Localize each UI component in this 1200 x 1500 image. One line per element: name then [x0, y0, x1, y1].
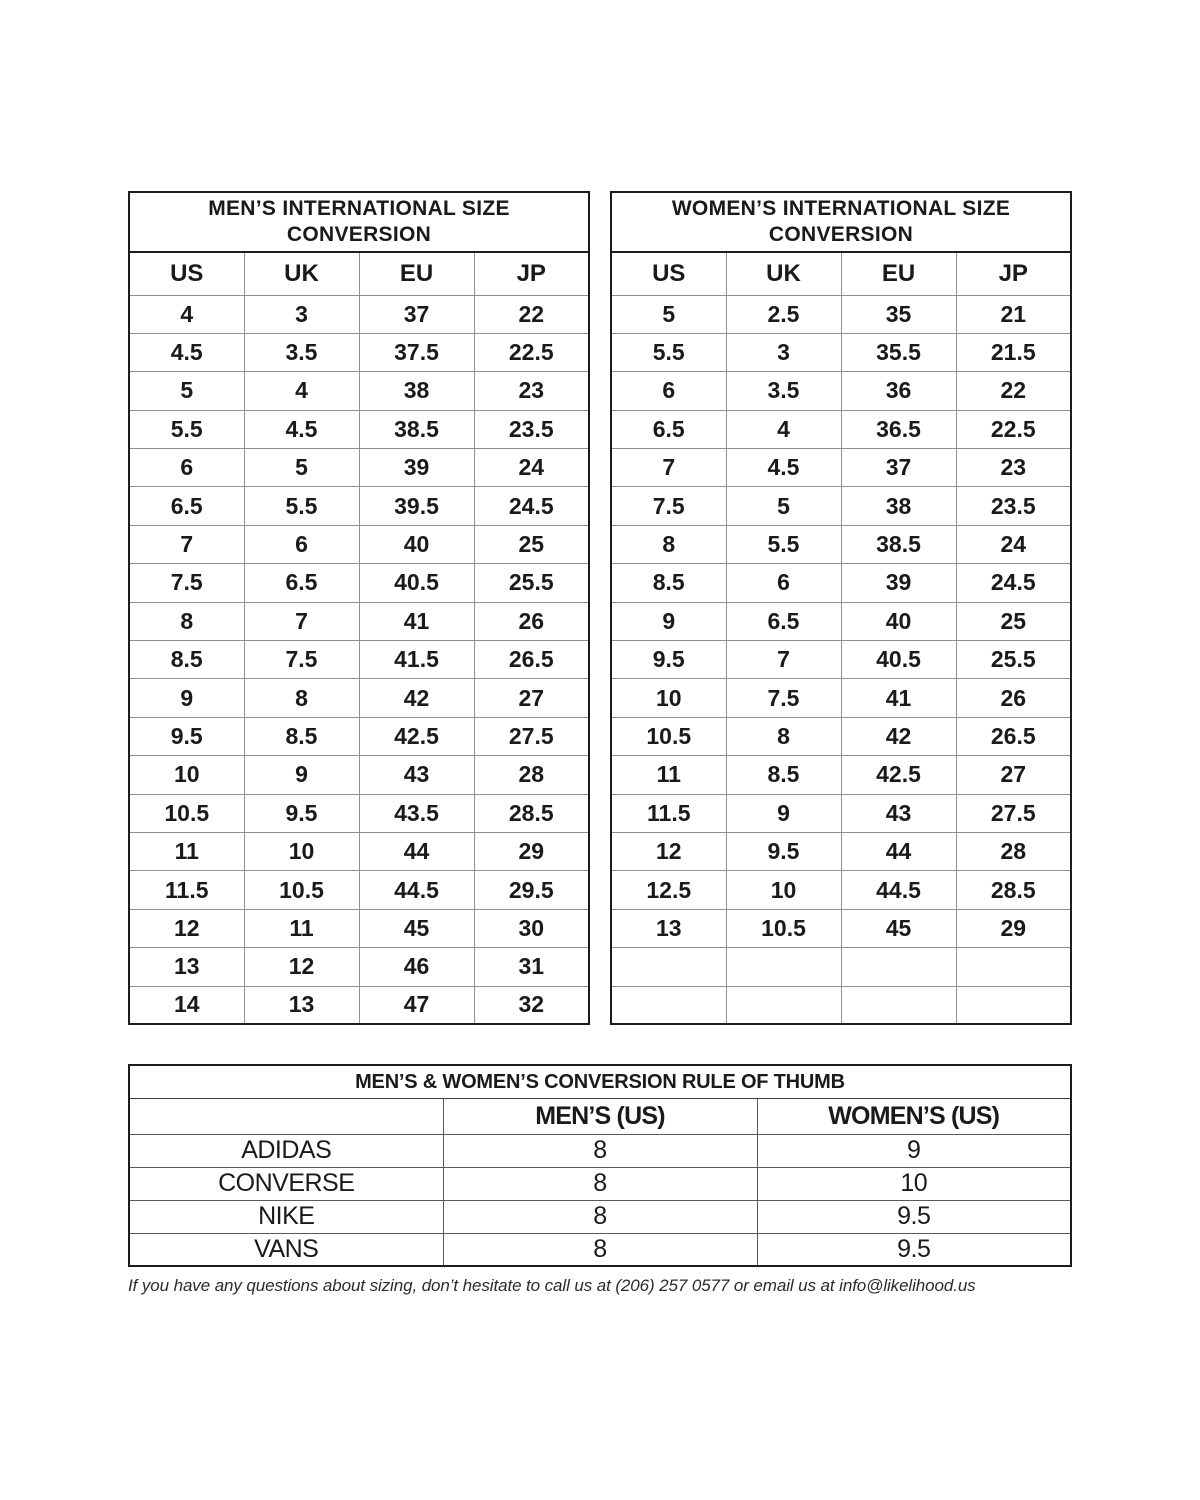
table-cell: 4.5 [129, 333, 244, 371]
table-row [611, 909, 1071, 947]
table-cell: 28 [474, 756, 589, 794]
table-row [611, 602, 1071, 640]
table-cell [841, 986, 956, 1024]
table-cell: 8 [611, 525, 726, 563]
mens-size-table [128, 191, 590, 1025]
table-cell: 37 [359, 295, 474, 333]
table-row [611, 487, 1071, 525]
table-cell: 9.5 [757, 1233, 1071, 1266]
column-header [129, 1098, 443, 1134]
table-row [611, 333, 1071, 371]
table-cell: 40 [841, 602, 956, 640]
rule-of-thumb-table [128, 1064, 1072, 1267]
womens-size-table [610, 191, 1072, 1025]
table-cell: 35 [841, 295, 956, 333]
table-cell: 8 [443, 1167, 757, 1200]
table-cell: 37 [841, 449, 956, 487]
table-cell: 24 [956, 525, 1071, 563]
table-cell: 41.5 [359, 641, 474, 679]
table-cell: 40.5 [841, 641, 956, 679]
table-cell: 6 [726, 564, 841, 602]
table-cell: 43.5 [359, 794, 474, 832]
table-cell: 6.5 [244, 564, 359, 602]
table-cell: 43 [359, 756, 474, 794]
table-cell: 35.5 [841, 333, 956, 371]
table-cell: 42 [841, 717, 956, 755]
table-row [129, 564, 589, 602]
table-cell: 5.5 [611, 333, 726, 371]
table-row [611, 832, 1071, 870]
table-cell: 9.5 [129, 717, 244, 755]
table-cell: 6.5 [611, 410, 726, 448]
table-cell: 9 [244, 756, 359, 794]
table-cell: 7 [611, 449, 726, 487]
table-cell: 21.5 [956, 333, 1071, 371]
table-cell: 25 [956, 602, 1071, 640]
table-cell: 42 [359, 679, 474, 717]
table-row [129, 1233, 1071, 1266]
table-cell: 7.5 [611, 487, 726, 525]
table-cell: 11.5 [611, 794, 726, 832]
column-header: JP [474, 252, 589, 295]
table-cell: 21 [956, 295, 1071, 333]
table-cell: 4 [129, 295, 244, 333]
table-cell: 27.5 [956, 794, 1071, 832]
table-row [611, 948, 1071, 986]
mens-table-body [129, 295, 589, 1024]
table-cell: 28.5 [956, 871, 1071, 909]
table-cell: 3.5 [244, 333, 359, 371]
table-cell: 14 [129, 986, 244, 1024]
table-cell: 38 [359, 372, 474, 410]
table-cell: 8.5 [129, 641, 244, 679]
table-cell: 4 [244, 372, 359, 410]
table-row [129, 333, 589, 371]
table-cell: 5.5 [726, 525, 841, 563]
table-row [611, 679, 1071, 717]
table-cell: 25.5 [956, 641, 1071, 679]
table-row [129, 449, 589, 487]
table-row [611, 372, 1071, 410]
table-row [129, 295, 589, 333]
table-cell: 26 [956, 679, 1071, 717]
table-row [611, 986, 1071, 1024]
table-cell: 23 [956, 449, 1071, 487]
column-header: US [129, 252, 244, 295]
column-header: WOMEN’S (US) [757, 1098, 1071, 1134]
table-row [129, 717, 589, 755]
table-cell: 44 [841, 832, 956, 870]
table-cell: 42.5 [841, 756, 956, 794]
womens-table-header-row [611, 252, 1071, 295]
table-cell: 10 [611, 679, 726, 717]
footer-note: If you have any questions about sizing, don’t hesitate to call us at (206) 257 0577 or email us at info@likelihood.us [128, 1276, 976, 1296]
table-cell: 8.5 [244, 717, 359, 755]
table-cell: 10 [244, 832, 359, 870]
table-cell: 24.5 [956, 564, 1071, 602]
table-cell: 22.5 [474, 333, 589, 371]
table-cell: 9.5 [611, 641, 726, 679]
table-row [129, 410, 589, 448]
table-cell: 44.5 [841, 871, 956, 909]
table-cell: 8 [726, 717, 841, 755]
table-cell: 41 [359, 602, 474, 640]
table-cell: 4 [726, 410, 841, 448]
womens-table-body [611, 295, 1071, 1024]
table-cell: 25 [474, 525, 589, 563]
table-cell: 8 [443, 1200, 757, 1233]
table-cell: 10.5 [244, 871, 359, 909]
table-cell: 28.5 [474, 794, 589, 832]
table-row [129, 372, 589, 410]
table-row [611, 717, 1071, 755]
table-cell: 5 [726, 487, 841, 525]
table-cell: 6 [611, 372, 726, 410]
table-cell: 38.5 [359, 410, 474, 448]
table-cell: 13 [244, 986, 359, 1024]
table-row [129, 794, 589, 832]
table-cell: 25.5 [474, 564, 589, 602]
rule-of-thumb-header-row [129, 1098, 1071, 1134]
table-row [611, 756, 1071, 794]
table-cell: 23.5 [474, 410, 589, 448]
table-cell: 3.5 [726, 372, 841, 410]
table-cell: 41 [841, 679, 956, 717]
table-cell: 30 [474, 909, 589, 947]
table-cell: 26.5 [956, 717, 1071, 755]
table-cell: 22 [474, 295, 589, 333]
table-cell: 9.5 [757, 1200, 1071, 1233]
column-header: JP [956, 252, 1071, 295]
table-cell: 3 [726, 333, 841, 371]
table-cell: 6 [129, 449, 244, 487]
column-header: UK [244, 252, 359, 295]
table-cell: 40.5 [359, 564, 474, 602]
column-header: EU [359, 252, 474, 295]
table-cell: 38.5 [841, 525, 956, 563]
table-cell: 39.5 [359, 487, 474, 525]
table-cell: 36 [841, 372, 956, 410]
column-header: MEN’S (US) [443, 1098, 757, 1134]
rule-of-thumb-title: MEN’S & WOMEN’S CONVERSION RULE OF THUMB [129, 1065, 1071, 1098]
table-cell: 29 [956, 909, 1071, 947]
table-cell: 7.5 [244, 641, 359, 679]
table-row [129, 832, 589, 870]
table-row [129, 871, 589, 909]
table-cell [956, 986, 1071, 1024]
table-cell: 5 [129, 372, 244, 410]
table-cell: 22.5 [956, 410, 1071, 448]
table-cell: 45 [359, 909, 474, 947]
table-cell: 46 [359, 948, 474, 986]
table-cell: 36.5 [841, 410, 956, 448]
table-cell: 8 [443, 1134, 757, 1167]
table-row [129, 1167, 1071, 1200]
table-cell: 5 [244, 449, 359, 487]
table-row [611, 564, 1071, 602]
table-cell: 11 [244, 909, 359, 947]
table-cell: 10.5 [726, 909, 841, 947]
womens-table-title: WOMEN’S INTERNATIONAL SIZE CONVERSION [611, 192, 1071, 252]
table-cell: 31 [474, 948, 589, 986]
column-header: EU [841, 252, 956, 295]
table-cell [726, 948, 841, 986]
table-cell: 39 [841, 564, 956, 602]
table-row [129, 1200, 1071, 1233]
table-cell: 12 [244, 948, 359, 986]
table-cell: 45 [841, 909, 956, 947]
mens-table-header-row [129, 252, 589, 295]
table-cell: 10.5 [129, 794, 244, 832]
table-cell [841, 948, 956, 986]
table-cell [611, 986, 726, 1024]
table-row [129, 602, 589, 640]
international-size-tables [128, 191, 1072, 1025]
table-cell: 5.5 [244, 487, 359, 525]
table-cell: 2.5 [726, 295, 841, 333]
table-row [129, 756, 589, 794]
table-cell [726, 986, 841, 1024]
table-cell: 5 [611, 295, 726, 333]
mens-table-title: MEN’S INTERNATIONAL SIZE CONVERSION [129, 192, 589, 252]
table-cell: 7 [129, 525, 244, 563]
table-cell: 26.5 [474, 641, 589, 679]
table-cell: 39 [359, 449, 474, 487]
table-cell: VANS [129, 1233, 443, 1266]
rule-of-thumb-body [129, 1134, 1071, 1266]
table-row [129, 487, 589, 525]
table-cell: 7.5 [129, 564, 244, 602]
table-cell: 27 [474, 679, 589, 717]
table-cell: 27 [956, 756, 1071, 794]
table-cell: 5.5 [129, 410, 244, 448]
table-row [611, 871, 1071, 909]
table-cell: 29 [474, 832, 589, 870]
table-cell: 44 [359, 832, 474, 870]
table-cell: 4.5 [726, 449, 841, 487]
table-cell: 24.5 [474, 487, 589, 525]
table-cell: 9 [611, 602, 726, 640]
table-cell: 42.5 [359, 717, 474, 755]
table-cell: 9.5 [726, 832, 841, 870]
table-cell: 6.5 [726, 602, 841, 640]
table-cell: 24 [474, 449, 589, 487]
table-cell: 11.5 [129, 871, 244, 909]
table-row [129, 525, 589, 563]
table-cell: 7.5 [726, 679, 841, 717]
table-cell: 27.5 [474, 717, 589, 755]
table-cell: 8 [129, 602, 244, 640]
table-cell: 13 [129, 948, 244, 986]
table-cell: 32 [474, 986, 589, 1024]
table-cell: 26 [474, 602, 589, 640]
table-cell: 10 [726, 871, 841, 909]
table-cell: 3 [244, 295, 359, 333]
table-row [129, 909, 589, 947]
table-cell [611, 948, 726, 986]
table-cell: 7 [726, 641, 841, 679]
table-cell: 11 [129, 832, 244, 870]
table-cell: 37.5 [359, 333, 474, 371]
table-cell: 4.5 [244, 410, 359, 448]
table-cell: 8.5 [611, 564, 726, 602]
table-cell: 10 [757, 1167, 1071, 1200]
table-cell: 10.5 [611, 717, 726, 755]
table-cell: 12.5 [611, 871, 726, 909]
table-cell: 9.5 [244, 794, 359, 832]
table-row [611, 295, 1071, 333]
table-cell: 40 [359, 525, 474, 563]
table-row [611, 410, 1071, 448]
table-cell [956, 948, 1071, 986]
table-cell: 13 [611, 909, 726, 947]
table-cell: 29.5 [474, 871, 589, 909]
column-header: US [611, 252, 726, 295]
table-cell: 47 [359, 986, 474, 1024]
table-cell: 12 [611, 832, 726, 870]
table-cell: 8 [443, 1233, 757, 1266]
table-row [611, 641, 1071, 679]
table-cell: 22 [956, 372, 1071, 410]
table-cell: CONVERSE [129, 1167, 443, 1200]
table-cell: 10 [129, 756, 244, 794]
table-cell: 28 [956, 832, 1071, 870]
column-header: UK [726, 252, 841, 295]
table-cell: ADIDAS [129, 1134, 443, 1167]
table-cell: 11 [611, 756, 726, 794]
table-row [611, 525, 1071, 563]
table-cell: 6 [244, 525, 359, 563]
table-cell: 8 [244, 679, 359, 717]
table-cell: NIKE [129, 1200, 443, 1233]
table-row [611, 449, 1071, 487]
table-row [129, 679, 589, 717]
rule-of-thumb-title-row [129, 1065, 1071, 1098]
table-cell: 9 [726, 794, 841, 832]
table-cell: 9 [129, 679, 244, 717]
table-row [129, 948, 589, 986]
table-row [129, 641, 589, 679]
table-cell: 43 [841, 794, 956, 832]
mens-table-title-row [129, 192, 589, 252]
table-cell: 23.5 [956, 487, 1071, 525]
table-cell: 23 [474, 372, 589, 410]
table-row [129, 1134, 1071, 1167]
womens-table-title-row [611, 192, 1071, 252]
table-cell: 7 [244, 602, 359, 640]
table-cell: 12 [129, 909, 244, 947]
table-row [129, 986, 589, 1024]
table-cell: 6.5 [129, 487, 244, 525]
table-cell: 8.5 [726, 756, 841, 794]
table-cell: 44.5 [359, 871, 474, 909]
table-cell: 38 [841, 487, 956, 525]
table-row [611, 794, 1071, 832]
table-cell: 9 [757, 1134, 1071, 1167]
